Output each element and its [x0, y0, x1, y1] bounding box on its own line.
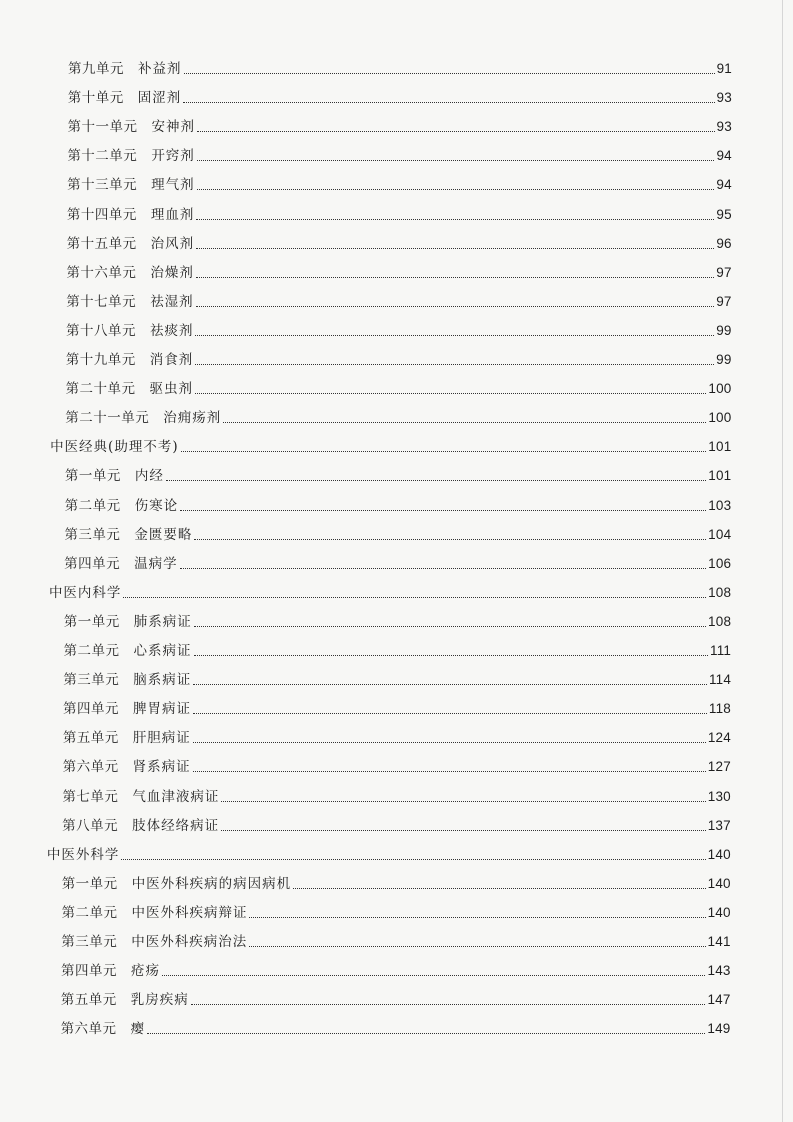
toc-unit-number: 第十单元: [67, 90, 124, 107]
toc-dot-leader: [123, 596, 706, 598]
toc-dot-leader: [249, 945, 705, 947]
toc-dot-leader: [183, 101, 714, 103]
toc-dot-leader: [147, 1032, 705, 1034]
page-edge-line: [782, 0, 783, 1122]
toc-page-number: 103: [708, 497, 732, 513]
toc-dot-leader: [181, 450, 707, 452]
toc-page-number: 127: [707, 759, 731, 775]
toc-unit-title: 开窍剂: [151, 148, 195, 165]
toc-unit-number: 第二十单元: [65, 381, 136, 398]
toc-page-number: 140: [707, 875, 731, 891]
toc-unit-entry[interactable]: [67, 143, 732, 165]
toc-dot-leader: [196, 276, 714, 278]
toc-unit-title: 伤寒论: [134, 497, 179, 514]
toc-unit-title: 气血津液病证: [132, 788, 220, 805]
toc-section-entry[interactable]: [49, 580, 731, 602]
toc-unit-title: 肾系病证: [132, 759, 191, 776]
toc-page-number: 141: [707, 934, 731, 949]
toc-unit-number: 第二十一单元: [65, 410, 150, 427]
toc-unit-number: 第四单元: [64, 555, 121, 572]
toc-unit-title: 疮疡: [131, 963, 161, 980]
toc-unit-number: 第十四单元: [66, 206, 137, 223]
toc-unit-number: 第四单元: [63, 701, 120, 718]
toc-dot-leader: [193, 741, 706, 743]
toc-unit-number: 第七单元: [62, 788, 119, 805]
toc-page-number: 100: [708, 410, 732, 426]
toc-section-title: 中医外科学: [46, 846, 120, 863]
toc-unit-title: 中医外科疾病治法: [131, 934, 248, 950]
toc-page-number: 118: [708, 701, 732, 717]
toc-unit-number: 第十二单元: [67, 148, 138, 165]
toc-dot-leader: [221, 800, 705, 802]
toc-page-number: 99: [716, 322, 732, 338]
toc-unit-title: 驱虫剂: [149, 381, 194, 398]
toc-page-number: 114: [708, 672, 732, 688]
toc-unit-title: 肢体经络病证: [132, 817, 220, 834]
toc-page-number: 108: [708, 584, 732, 600]
toc-page-number: 143: [707, 963, 731, 979]
toc-page-number: 124: [707, 730, 731, 746]
toc-page-number: 94: [716, 177, 732, 193]
toc-unit-entry[interactable]: [63, 725, 731, 747]
toc-unit-entry[interactable]: [67, 172, 732, 194]
toc-unit-entry[interactable]: [64, 638, 732, 660]
toc-unit-entry[interactable]: [63, 696, 731, 718]
toc-page-number: 99: [716, 352, 732, 367]
toc-section-title: 中医经典(助理不考): [50, 439, 179, 456]
toc-dot-leader: [194, 538, 706, 540]
toc-unit-title: 乳房疾病: [130, 992, 189, 1009]
toc-unit-title: 治风剂: [150, 235, 195, 252]
toc-unit-title: 消食剂: [149, 352, 194, 368]
toc-unit-number: 第六单元: [62, 759, 119, 776]
toc-section-entry[interactable]: [47, 842, 731, 864]
toc-unit-entry[interactable]: [61, 1016, 731, 1038]
toc-dot-leader: [191, 1003, 706, 1005]
toc-unit-number: 第十七单元: [66, 293, 137, 310]
toc-page-number: 94: [716, 148, 732, 164]
toc-page-number: 108: [708, 613, 732, 629]
toc-unit-entry[interactable]: [66, 376, 732, 398]
toc-page-number: 104: [708, 526, 732, 542]
toc-unit-title: 祛痰剂: [149, 322, 194, 339]
toc-unit-entry[interactable]: [63, 667, 731, 689]
toc-dot-leader: [180, 509, 706, 511]
toc-unit-number: 第十六单元: [66, 264, 137, 281]
toc-unit-entry[interactable]: [67, 231, 732, 253]
toc-dot-leader: [166, 479, 706, 481]
toc-dot-leader: [197, 130, 714, 132]
toc-dot-leader: [180, 567, 706, 569]
toc-page-number: 147: [707, 992, 731, 1008]
toc-unit-entry[interactable]: [64, 551, 731, 573]
toc-dot-leader: [293, 887, 705, 889]
toc-unit-title: 补益剂: [138, 61, 182, 77]
toc-unit-entry[interactable]: [65, 463, 732, 485]
toc-unit-number: 第十三单元: [67, 177, 138, 194]
toc-unit-number: 第六单元: [60, 1021, 117, 1038]
toc-unit-title: 内经: [134, 468, 164, 485]
toc-unit-number: 第五单元: [60, 992, 117, 1009]
toc-dot-leader: [195, 392, 706, 394]
toc-page-number: 97: [716, 293, 732, 309]
toc-unit-number: 第二单元: [64, 497, 121, 514]
toc-unit-entry[interactable]: [61, 929, 730, 951]
toc-page-number: 106: [708, 555, 732, 571]
toc-dot-leader: [193, 712, 707, 714]
toc-unit-entry[interactable]: [61, 987, 731, 1009]
toc-page-number: 111: [709, 643, 732, 658]
toc-unit-number: 第一单元: [63, 613, 120, 630]
toc-unit-number: 第二单元: [63, 643, 120, 659]
toc-unit-entry[interactable]: [66, 347, 732, 369]
toc-unit-title: 肺系病证: [133, 613, 192, 630]
toc-unit-title: 固涩剂: [137, 90, 182, 107]
toc-unit-number: 第五单元: [62, 730, 119, 747]
toc-unit-number: 第三单元: [64, 526, 121, 543]
toc-unit-entry[interactable]: [64, 609, 731, 631]
toc-page-number: 149: [707, 1021, 731, 1037]
toc-unit-number: 第十八单元: [65, 322, 136, 339]
toc-page-number: 140: [707, 904, 731, 920]
toc-unit-entry[interactable]: [68, 56, 732, 78]
toc-dot-leader: [196, 218, 714, 220]
toc-dot-leader: [121, 858, 705, 860]
toc-page-number: 137: [707, 817, 731, 833]
toc-page-number: 93: [716, 119, 732, 135]
toc-unit-entry[interactable]: [65, 405, 731, 427]
toc-unit-title: 心系病证: [133, 643, 192, 659]
toc-unit-number: 第三单元: [61, 934, 118, 950]
toc-unit-number: 第三单元: [63, 672, 120, 689]
toc-unit-number: 第十一单元: [67, 119, 138, 136]
toc-unit-title: 温病学: [134, 555, 178, 572]
toc-page-number: 140: [707, 846, 731, 862]
toc-unit-entry[interactable]: [64, 522, 731, 544]
toc-dot-leader: [195, 334, 714, 336]
toc-unit-title: 祛湿剂: [150, 293, 194, 310]
toc-dot-leader: [196, 247, 714, 249]
toc-unit-entry[interactable]: [62, 784, 731, 806]
toc-page-number: 130: [707, 788, 731, 804]
toc-unit-entry[interactable]: [62, 871, 731, 893]
toc-dot-leader: [194, 625, 706, 627]
toc-unit-title: 安神剂: [151, 119, 196, 136]
toc-section-entry[interactable]: [50, 434, 731, 456]
toc-unit-entry[interactable]: [68, 114, 732, 136]
toc-page-number: 101: [708, 468, 732, 484]
toc-unit-entry[interactable]: [66, 260, 731, 282]
toc-unit-title: 中医外科疾病的病因病机: [131, 875, 292, 892]
toc-unit-number: 第十五单元: [66, 235, 137, 252]
toc-unit-entry[interactable]: [67, 202, 732, 224]
toc-dot-leader: [196, 305, 715, 307]
toc-page-number: 95: [716, 206, 732, 222]
toc-unit-number: 第二单元: [61, 904, 118, 921]
toc-unit-title: 肝胆病证: [132, 730, 191, 747]
toc-section-title: 中医内科学: [48, 584, 122, 601]
toc-unit-title: 治痈疡剂: [163, 410, 222, 427]
toc-unit-title: 理气剂: [151, 177, 195, 194]
toc-unit-number: 第一单元: [61, 875, 118, 892]
toc-unit-number: 第八单元: [62, 817, 119, 834]
toc-dot-leader: [223, 421, 706, 423]
toc-page-number: 100: [708, 381, 732, 397]
toc-page-number: 101: [708, 439, 732, 455]
toc-dot-leader: [194, 654, 708, 656]
toc-unit-entry[interactable]: [61, 958, 731, 980]
toc-unit-title: 脾胃病证: [133, 701, 192, 718]
toc-unit-entry[interactable]: [62, 813, 731, 835]
toc-unit-number: 第十九单元: [65, 352, 136, 368]
toc-unit-entry[interactable]: [61, 900, 730, 922]
toc-unit-entry[interactable]: [65, 493, 732, 515]
toc-dot-leader: [193, 683, 707, 685]
toc-page-number: 96: [716, 235, 732, 251]
toc-unit-entry[interactable]: [68, 85, 732, 107]
toc-dot-leader: [221, 829, 706, 831]
toc-unit-title: 脑系病证: [133, 672, 192, 689]
toc-unit-title: 中医外科疾病辩证: [131, 904, 248, 921]
toc-page-number: 91: [716, 61, 732, 76]
toc-dot-leader: [197, 159, 715, 161]
toc-unit-number: 第九单元: [68, 61, 124, 77]
toc-unit-title: 金匮要略: [134, 526, 193, 543]
toc-unit-number: 第四单元: [61, 963, 118, 980]
toc-unit-title: 瘿: [130, 1021, 146, 1038]
toc-page-number: 93: [716, 90, 732, 106]
toc-unit-entry[interactable]: [66, 318, 732, 340]
toc-unit-entry[interactable]: [66, 289, 731, 311]
toc-unit-title: 理血剂: [150, 206, 195, 223]
toc-dot-leader: [197, 188, 715, 190]
toc-dot-leader: [195, 363, 714, 365]
toc-unit-number: 第一单元: [64, 468, 121, 485]
toc-unit-title: 治燥剂: [150, 264, 194, 281]
toc-unit-entry[interactable]: [63, 754, 731, 776]
toc-page-number: 97: [716, 264, 732, 280]
toc-dot-leader: [162, 974, 705, 976]
toc-dot-leader: [193, 770, 706, 772]
toc-dot-leader: [184, 72, 715, 74]
toc-dot-leader: [249, 916, 705, 918]
